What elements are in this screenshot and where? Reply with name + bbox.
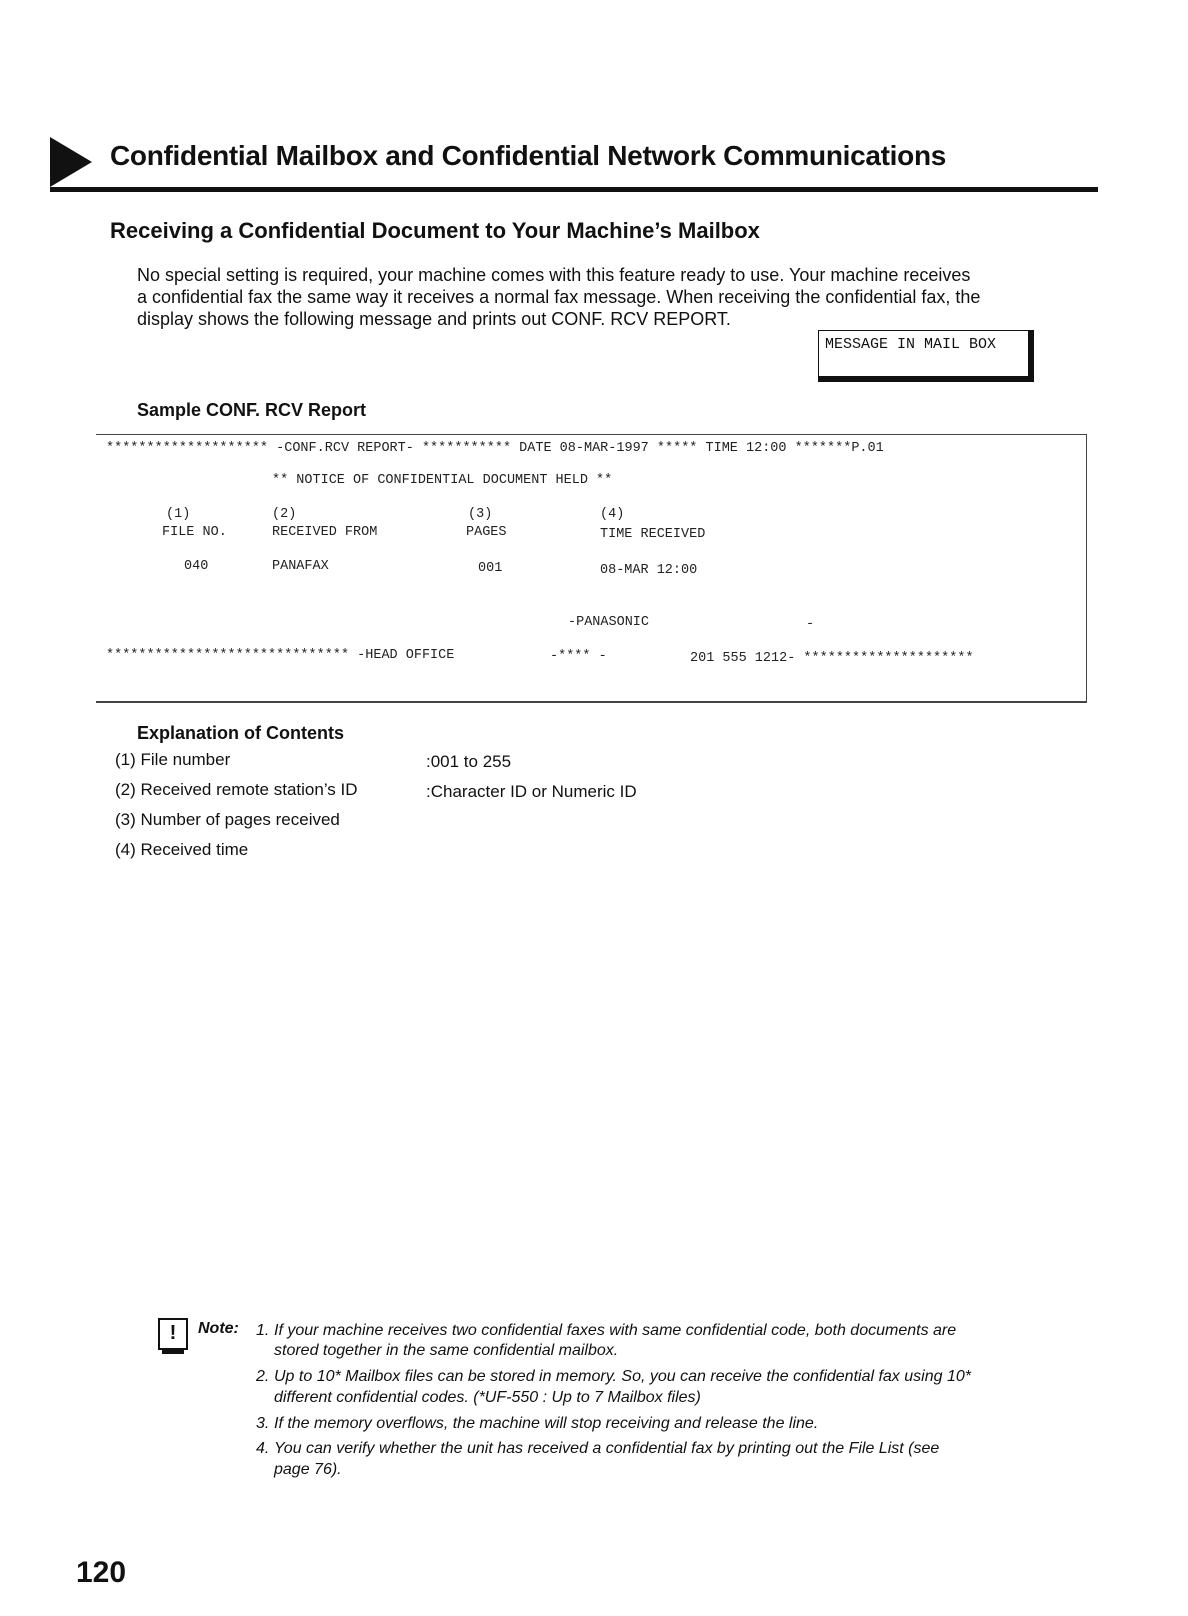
note-icon: !	[158, 1318, 188, 1350]
report-company: -PANASONIC	[568, 615, 650, 630]
explanation-title: Explanation of Contents	[137, 723, 344, 743]
sample-report-title: Sample CONF. RCV Report	[137, 400, 367, 420]
note-line: If the memory overflows, the machine will stop receiving and release the line.	[274, 1415, 819, 1432]
page-title: Confidential Mailbox and Confidential Network Communications	[110, 140, 947, 171]
row-pages: 001	[478, 561, 503, 576]
header-rule	[50, 187, 1098, 192]
explanation-value: :Character ID or Numeric ID	[426, 782, 637, 801]
conf-rcv-report	[96, 434, 1087, 703]
intro-line: No special setting is required, your machine comes with this feature ready to use. Your machine receives	[137, 265, 971, 285]
report-header-line: ******************** -CONF.RCV REPORT- *********** DATE 08-MAR-1997 ***** TIME 12:00 *******P.01	[106, 441, 884, 456]
note-line: If your machine receives two confidential faxes with same confidential code, both documents are	[274, 1322, 957, 1339]
explanation-item: (4) Received time	[115, 840, 249, 859]
row-file-no: 040	[184, 559, 209, 574]
explanation-value: :001 to 255	[426, 752, 512, 771]
intro-line: display shows the following message and prints out CONF. RCV REPORT.	[137, 309, 731, 329]
explanation-item: (2) Received remote station’s ID	[115, 780, 358, 799]
section-title: Receiving a Confidential Document to Your Machine’s Mailbox	[110, 218, 760, 243]
intro-paragraph	[137, 264, 1087, 330]
col-label-received: RECEIVED FROM	[272, 525, 378, 540]
intro-line: a confidential fax the same way it receives a normal fax message. When receiving the confidential fax, the	[137, 287, 981, 307]
note-line: page 76).	[274, 1461, 342, 1478]
report-footer-left: ****************************** -HEAD OFFICE	[106, 648, 455, 663]
col-label-file: FILE NO.	[162, 525, 227, 540]
display-message-box: MESSAGE IN MAIL BOX	[818, 330, 1034, 382]
col-num-file: (1)	[166, 507, 191, 522]
section-arrow-icon	[50, 137, 92, 187]
row-received-from: PANAFAX	[272, 559, 329, 574]
col-label-pages: PAGES	[466, 525, 507, 540]
row-time-received: 08-MAR 12:00	[600, 563, 698, 578]
report-footer-mid: -**** -	[550, 649, 607, 664]
note-number: 3.	[256, 1415, 270, 1432]
note-label: Note:	[198, 1320, 239, 1337]
note-line: different confidential codes. (*UF-550 : Up to 7 Mailbox files)	[274, 1389, 701, 1406]
note-line: You can verify whether the unit has received a confidential fax by printing out the File List (see	[274, 1440, 940, 1457]
note-number: 4.	[256, 1440, 270, 1457]
report-notice: ** NOTICE OF CONFIDENTIAL DOCUMENT HELD **	[272, 473, 613, 488]
note-number: 2.	[256, 1368, 270, 1385]
note-line: Up to 10* Mailbox files can be stored in memory. So, you can receive the confidential fax using 10*	[274, 1368, 971, 1385]
note-line: stored together in the same confidential mailbox.	[274, 1342, 619, 1359]
report-footer-right: 201 555 1212- *********************	[690, 651, 974, 666]
page-number: 120	[76, 1556, 127, 1589]
col-num-pages: (3)	[468, 507, 493, 522]
explanation-item: (1) File number	[115, 750, 231, 769]
explanation-item: (3) Number of pages received	[115, 810, 340, 829]
col-label-time: TIME RECEIVED	[600, 527, 706, 542]
col-num-received: (2)	[272, 507, 297, 522]
col-num-time: (4)	[600, 507, 625, 522]
note-number: 1.	[256, 1322, 270, 1339]
report-company-dash: -	[806, 617, 815, 632]
